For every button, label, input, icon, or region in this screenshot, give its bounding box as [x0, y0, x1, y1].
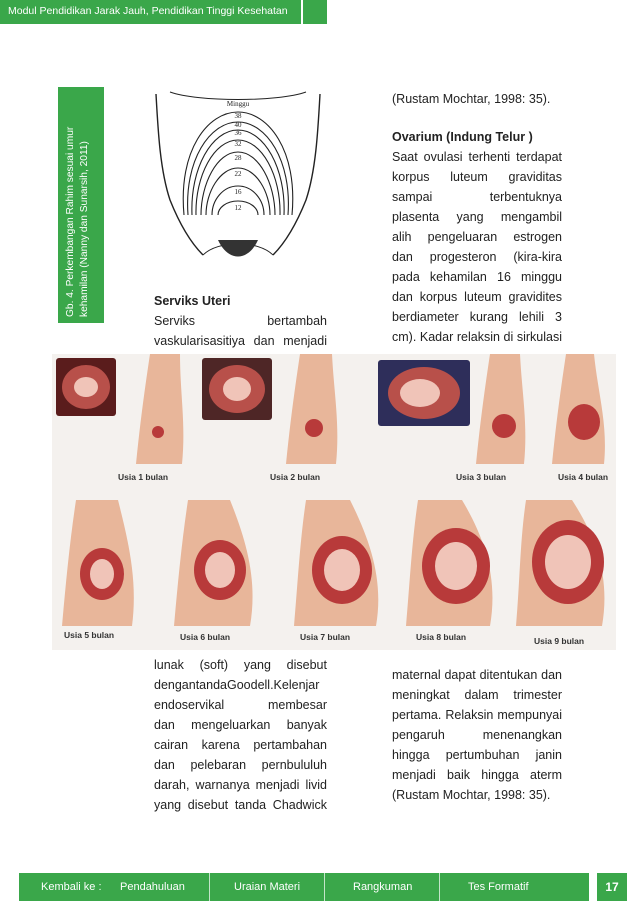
paragraph-line: plasenta yang mengambil [392, 210, 562, 224]
paragraph-line: lunak (soft) yang disebut [154, 658, 327, 672]
page-header [0, 0, 301, 24]
paragraph-line: pengaruh menenangkan [392, 728, 562, 742]
footer-nav [19, 873, 589, 901]
footer-link-rangkuman[interactable]: Rangkuman [353, 881, 413, 893]
ovarium-section-top [392, 89, 562, 347]
page-number: 17 [597, 873, 627, 901]
pregnancy-month-3-image [470, 354, 540, 464]
paragraph-line: meningkat dalam trimester [392, 688, 562, 702]
paragraph-line: darah, warnanya menjadi livid [154, 778, 327, 792]
week-label: 40 [234, 121, 242, 129]
paragraph-line: vaskularisasitiya dan menjadi [154, 334, 327, 348]
week-label: 28 [234, 154, 242, 162]
footer-link-uraian-materi[interactable]: Uraian Materi [234, 881, 301, 893]
paragraph-line: endoservikal membesar [154, 698, 327, 712]
paragraph-line: dan korpus luteum gravidites [392, 290, 562, 304]
pregnancy-month-5-image [58, 500, 144, 626]
month-label: Usia 3 bulan [456, 472, 507, 482]
week-label: 16 [234, 188, 242, 196]
footer-back-label: Kembali ke : [41, 881, 102, 893]
pregnancy-month-8-image [402, 500, 502, 626]
footer-divider [209, 873, 210, 901]
figure-caption-line-2: kehamilan (Nanny dan Sunarsih, 2011) [79, 141, 90, 317]
month-label: Usia 7 bulan [300, 632, 351, 642]
week-label: 22 [234, 170, 242, 178]
month-label: Usia 8 bulan [416, 632, 467, 642]
paragraph-line: maternal dapat ditentukan dan [392, 668, 562, 682]
paragraph-line: menjadi baik hingga aterm [392, 768, 562, 782]
month-label: Usia 4 bulan [558, 472, 609, 482]
header-title: Modul Pendidikan Jarak Jauh, Pendidikan Tinggi Kesehatan [8, 5, 288, 17]
paragraph-line: dan pelebaran pernbululuh [154, 758, 327, 772]
week-label: 36 [234, 129, 242, 137]
paragraph-line: dan mengeluarkan banyak [154, 718, 327, 732]
figure-caption-line-1: Gb. 4. Perkembangan Rahim sesuai umur [65, 126, 76, 317]
reference-text: (Rustam Mochtar, 1998: 35). [392, 92, 551, 106]
paragraph-line: Serviks bertambah [154, 314, 327, 328]
paragraph-line: berdiameter kurang lehili 3 [392, 310, 562, 324]
header-accent-box [303, 0, 327, 24]
paragraph-line: sampai terbentuknya [392, 190, 562, 204]
section-heading-ovarium: Ovarium (Indung Telur ) [392, 130, 533, 144]
ovarium-section-bottom [392, 665, 562, 805]
month-label: Usia 6 bulan [180, 632, 231, 642]
paragraph-line: alih pengeluaran estrogen [392, 230, 562, 244]
uterus-growth-figure [148, 90, 328, 270]
paragraph-line: pertama. Relaksin mempunyai [392, 708, 562, 722]
fetus-closeup-image [378, 360, 470, 426]
paragraph-line: cm). Kadar relaksin di sirkulasi [392, 330, 562, 344]
pregnancy-month-1-image [130, 354, 200, 464]
serviks-section-top [154, 291, 327, 351]
month-label: Usia 9 bulan [534, 636, 585, 646]
pregnancy-month-7-image [290, 500, 390, 626]
footer-link-tes-formatif[interactable]: Tes Formatif [468, 881, 529, 893]
serviks-section-bottom [154, 655, 327, 815]
pregnancy-month-2-image [278, 354, 354, 464]
footer-link-pendahuluan[interactable]: Pendahuluan [120, 881, 185, 893]
month-label: Usia 2 bulan [270, 472, 321, 482]
pregnancy-month-4-image [548, 354, 614, 464]
paragraph-line: dan progesteron (kira-kira [392, 250, 562, 264]
paragraph-line: Saat ovulasi terhenti terdapat [392, 150, 562, 164]
paragraph-line: hingga pertumbuhan janin [392, 748, 562, 762]
month-label: Usia 5 bulan [64, 630, 115, 640]
month-label: Usia 1 bulan [118, 472, 169, 482]
paragraph-line: korpus luteum graviditas [392, 170, 562, 184]
fetus-closeup-image [56, 358, 116, 416]
footer-divider [439, 873, 440, 901]
reference-text: (Rustam Mochtar, 1998: 35). [392, 788, 551, 802]
uterus-label-minggu: Minggu [226, 100, 250, 108]
paragraph-line: yang disebut tanda Chadwick [154, 798, 327, 812]
section-heading-serviks: Serviks Uteri [154, 294, 231, 308]
week-label: 32 [234, 140, 242, 148]
fetal-development-figure [52, 354, 616, 650]
week-label: 12 [234, 204, 242, 212]
paragraph-line: dengantandaGoodell.Kelenjar [154, 678, 320, 692]
fetus-closeup-image [202, 358, 272, 420]
week-label: 38 [234, 112, 242, 120]
figure-caption [58, 87, 104, 323]
paragraph-line: cairan karena pertambahan [154, 738, 327, 752]
pregnancy-month-9-image [512, 500, 612, 626]
footer-divider [324, 873, 325, 901]
pregnancy-month-6-image [170, 500, 266, 626]
paragraph-line: pada kehamilan 16 minggu [392, 270, 562, 284]
figure-caption-bar [58, 87, 104, 323]
